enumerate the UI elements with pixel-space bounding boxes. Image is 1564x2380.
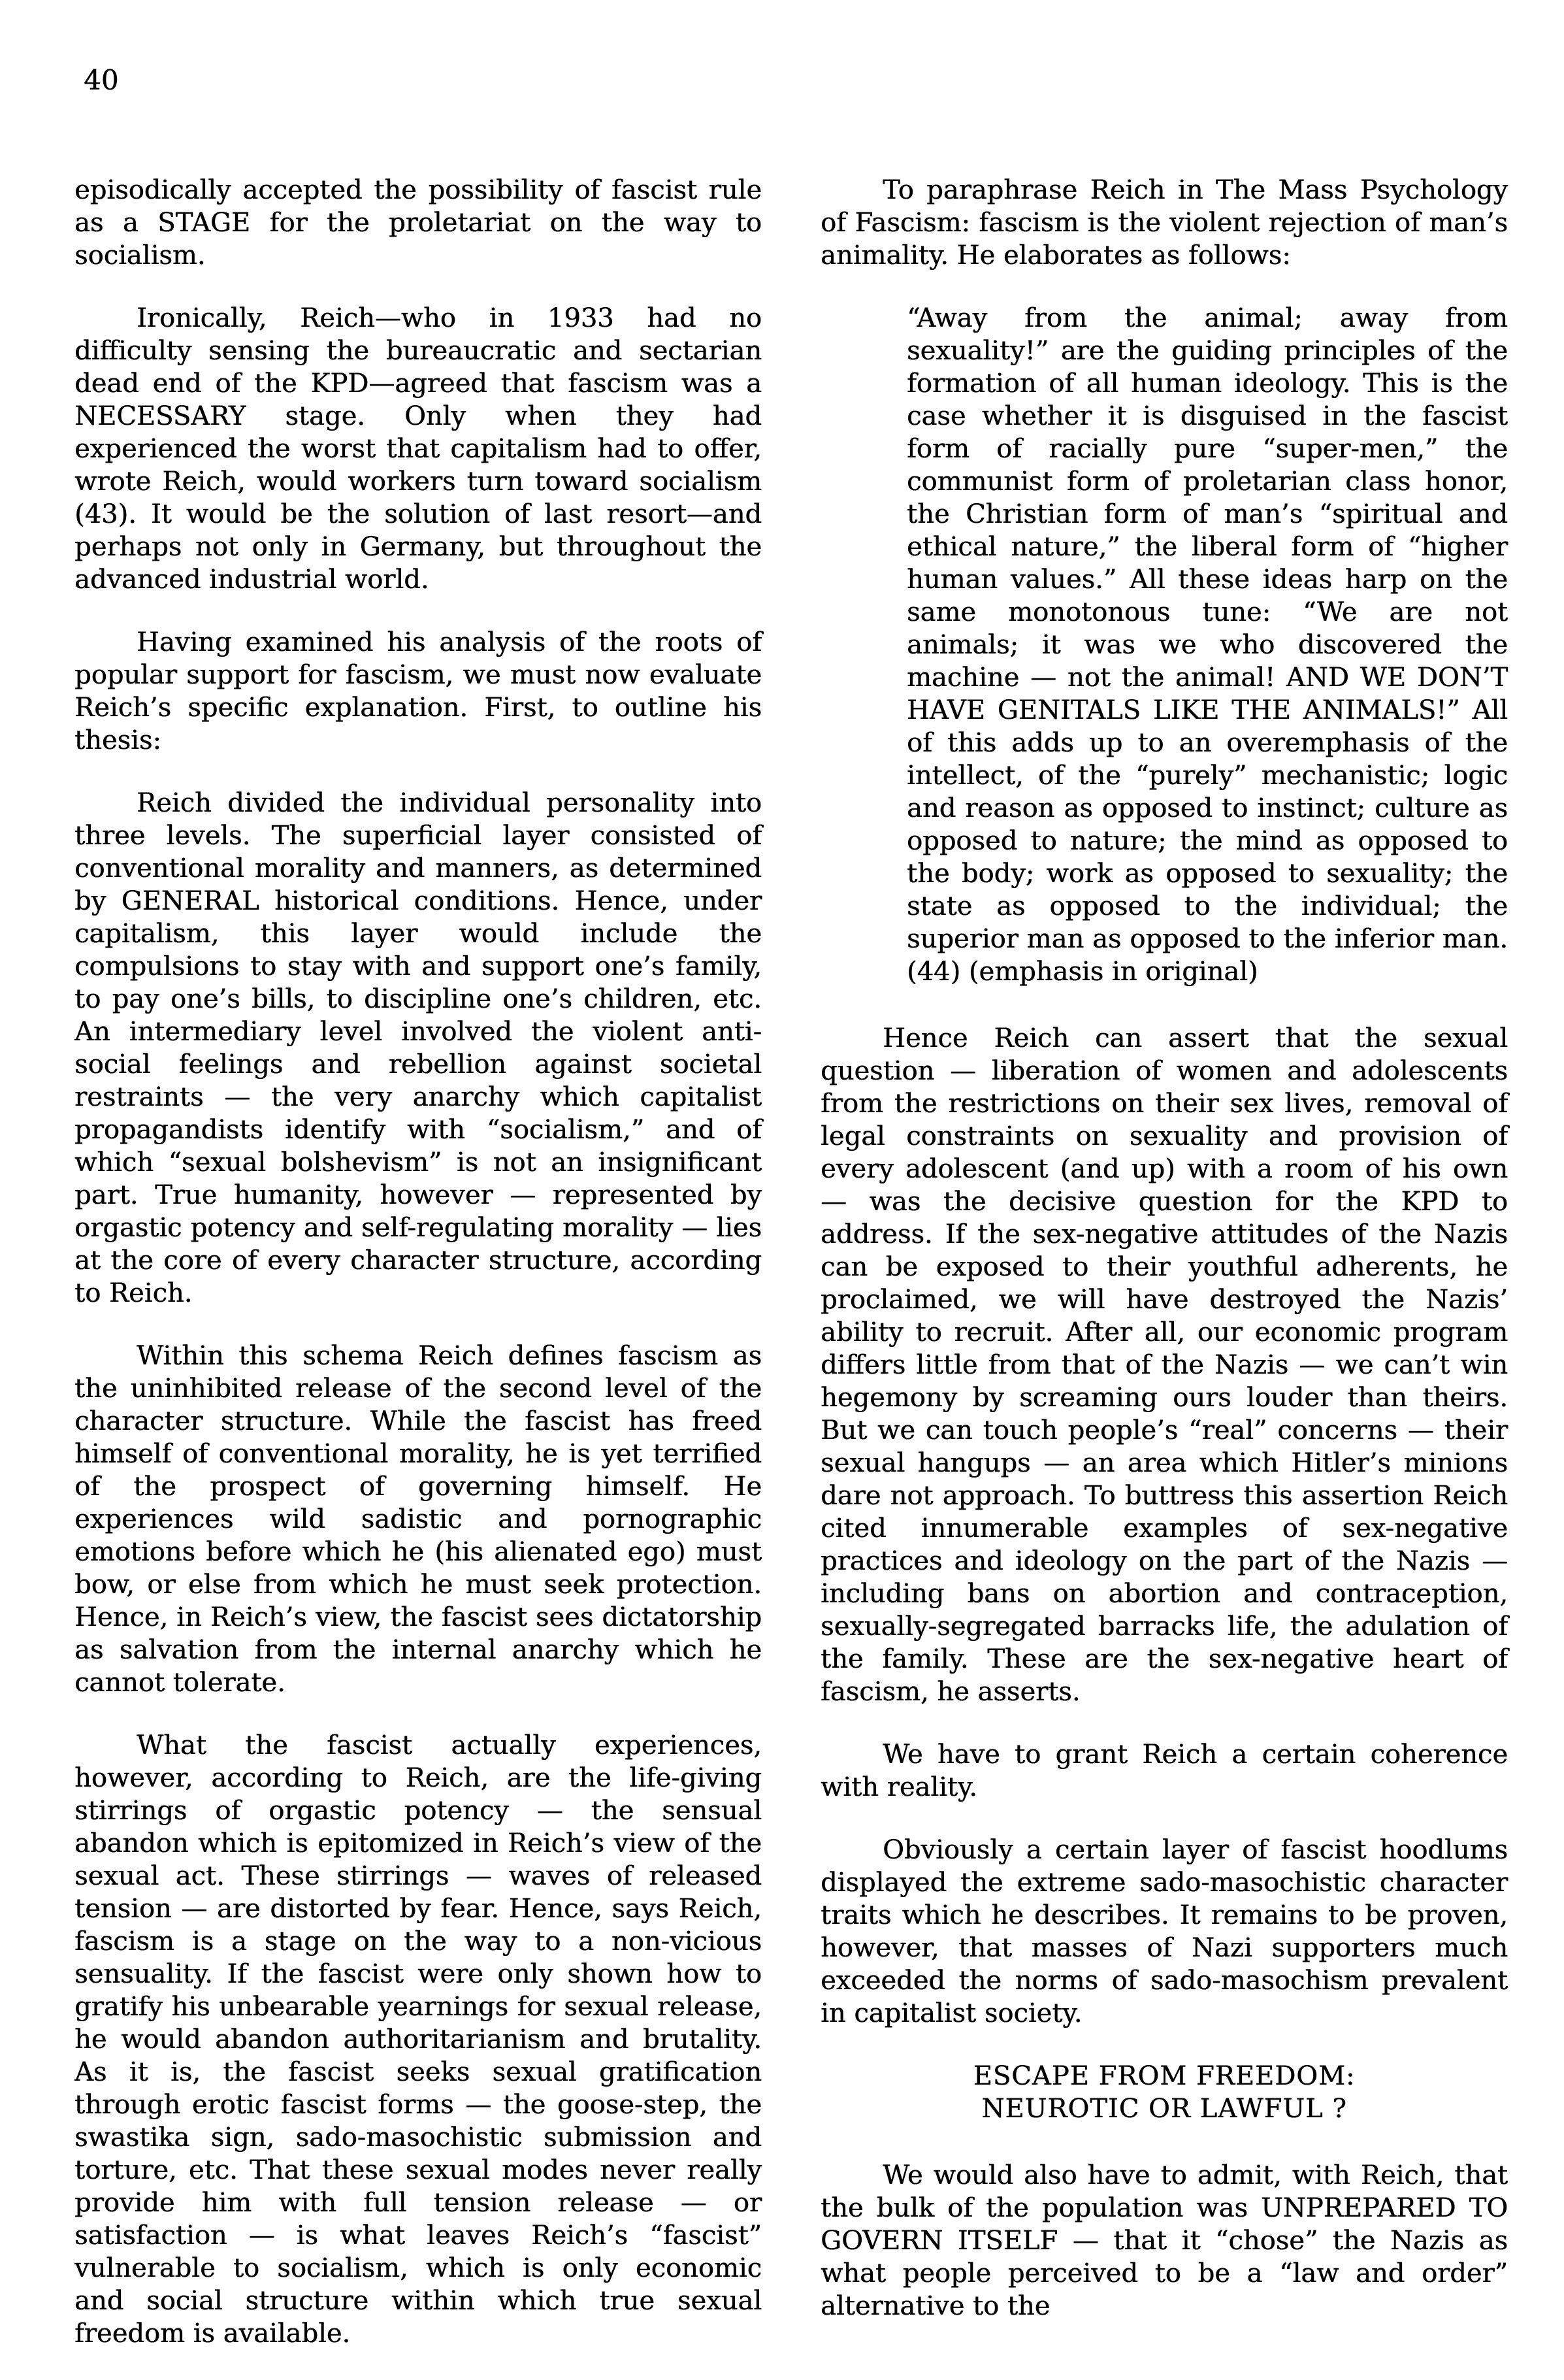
paragraph: Reich divided the individual personality into three levels. The superficial layer consisted of conventional morality and manners, as determined by GENERAL historical conditions. Hence, under capitalism, this layer would include the compulsions to stay with and support one’s family, to pay one’s bills, to discipline one’s children, etc. An intermediary level involved the violent anti-social feelings and rebellion against societal restraints — the very anarchy which capitalist propagandists identify with “socialism,” and of which “sexual bolshevism” is not an insignificant part. True humanity, however — represented by orgastic potency and self-regulating morality — lies at the core of every character structure, according to Reich. <box>74 788 762 1308</box>
paragraph: What the fascist actually experiences, however, according to Reich, are the life-giving stirrings of orgastic potency — the sensual abandon which is epitomized in Reich’s view of the sexual act. These stirrings — waves of released tension — are distorted by fear. Hence, says Reich, fascism is a stage on the way to a non-vicious sensuality. If the fascist were only shown how to gratify his unbearable yearnings for sexual release, he would abandon authoritarianism and brutality. As it is, the fascist seeks sexual gratification through erotic fascist forms — the goose-step, the swastika sign, sado-masochistic submission and torture, etc. That these sexual modes never really provide him with full tension release — or satisfaction — is what leaves Reich’s “fascist” vulnerable to socialism, which is only economic and social structure within which true sexual freedom is available. <box>74 1730 762 2349</box>
section-heading <box>821 2060 1508 2125</box>
paragraph: Having examined his analysis of the roots of popular support for fascism, we must now evaluate Reich’s specific explanation. First, to outline his thesis: <box>74 627 762 755</box>
paragraph: Hence Reich can assert that the sexual question — liberation of women and adolescents from the restrictions on their sex lives, removal of legal constraints on sexuality and provision of every adolescent (and up) with a room of his own — was the decisive question for the KPD to address. If the sex-negative attitudes of the Nazis can be exposed to their youthful adherents, he proclaimed, we will have destroyed the Nazis’ ability to recruit. After all, our economic program differs little from that of the Nazis — we can’t win hegemony by screaming ours louder than theirs. But we can touch people’s “real” concerns — their sexual hangups — an area which Hitler’s minions dare not approach. To buttress this assertion Reich cited innumerable examples of sex-negative practices and ideology on the part of the Nazis — including bans on abortion and contraception, sexually-segregated barracks life, the adulation of the family. These are the sex-negative heart of fascism, he asserts. <box>821 1023 1508 1707</box>
paragraph: We would also have to admit, with Reich, that the bulk of the population was UNPREPARED TO GOVERN ITSELF — that it “chose” the Nazis as what people perceived to be a “law and order” alternative to the <box>821 2160 1508 2321</box>
left-column <box>74 174 762 2380</box>
section-heading-line-2: NEUROTIC OR LAWFUL ? <box>981 2094 1347 2124</box>
paragraph-continuation: episodically accepted the possibility of fascist rule as a STAGE for the proletariat on the way to socialism. <box>74 175 762 271</box>
paragraph: To paraphrase Reich in The Mass Psychology of Fascism: fascism is the violent rejection of man’s animality. He elaborates as follows: <box>821 175 1508 271</box>
paragraph: We have to grant Reich a certain coherence with reality. <box>821 1740 1508 1802</box>
paragraph: Within this schema Reich defines fascism as the uninhibited release of the second level of the character structure. While the fascist has freed himself of conventional morality, he is yet terrified of the prospect of governing himself. He experiences wild sadistic and pornographic emotions before which he (his alienated ego) must bow, or else from which he must seek protection. Hence, in Reich’s view, the fascist sees dictatorship as salvation from the internal anarchy which he cannot tolerate. <box>74 1341 762 1698</box>
paragraph: Ironically, Reich—who in 1933 had no difficulty sensing the bureaucratic and sectarian dead end of the KPD—agreed that fascism was a NECESSARY stage. Only when they had experienced the worst that capitalism had to offer, wrote Reich, would workers turn toward socialism (43). It would be the solution of last resort—and perhaps not only in Germany, but throughout the advanced industrial world. <box>74 303 762 595</box>
section-heading-line-1: ESCAPE FROM FREEDOM: <box>973 2061 1356 2091</box>
right-column <box>821 174 1508 2353</box>
paragraph: Obviously a certain layer of fascist hoodlums displayed the extreme sado-masochistic character traits which he describes. It remains to be proven, however, that masses of Nazi supporters much exceeded the norms of sado-masochism prevalent in capitalist society. <box>821 1835 1508 2028</box>
page-number: 40 <box>84 64 119 96</box>
block-quote: “Away from the animal; away from sexuality!” are the guiding principles of the formation of all human ideology. This is the case whether it is disguised in the fascist form of racially pure “super-men,” the communist form of proletarian class honor, the Christian form of man’s “spiritual and ethical nature,” the liberal form of “higher human values.” All these ideas harp on the same monotonous tune: “We are not animals; it was we who discovered the machine — not the animal! AND WE DON’T HAVE GENITALS LIKE THE ANIMALS!” All of this adds up to an overemphasis of the intellect, of the “purely” mechanistic; logic and reason as opposed to instinct; culture as opposed to nature; the mind as opposed to the body; work as opposed to sexuality; the state as opposed to the individual; the superior man as opposed to the inferior man.(44) (emphasis in original) <box>907 303 1508 987</box>
